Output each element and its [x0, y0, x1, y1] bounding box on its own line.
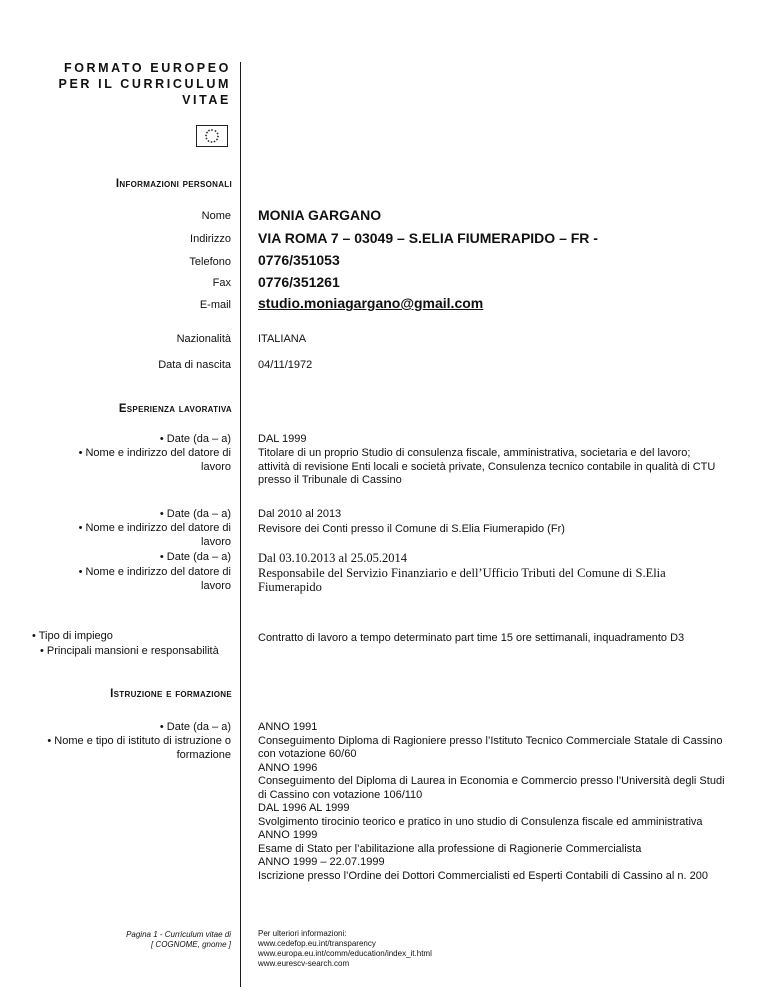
- exp-date-3: Dal 03.10.2013 al 25.05.2014: [258, 551, 407, 565]
- footer-info-heading: Per ulteriori informazioni:: [258, 929, 347, 938]
- exp-contract: Contratto di lavoro a tempo determinato part time 15 ore settimanali, inquadramento D3: [258, 632, 685, 644]
- edu-line: ANNO 1999 – 22.07.1999: [258, 856, 385, 868]
- value-birth: 04/11/1972: [258, 359, 313, 371]
- section-heading-personal: Informazioni personali: [115, 178, 232, 190]
- section-heading-experience: Esperienza lavorativa: [118, 403, 232, 415]
- label-duties: • Principali mansioni e responsabilità: [40, 645, 219, 657]
- edu-line: ANNO 1999: [258, 829, 318, 841]
- label-birth: Data di nascita: [158, 359, 231, 371]
- label-date-3: • Date (da – a): [159, 551, 231, 563]
- exp-desc-3: Responsabile del Servizio Finanziario e dell’Ufficio Tributi del Comune di S.Elia Fiumerapido: [258, 566, 666, 594]
- label-edu-date: • Date (da – a): [159, 721, 231, 733]
- exp-date-1: DAL 1999: [258, 433, 307, 445]
- footer-links: [258, 929, 432, 969]
- label-type: • Tipo di impiego: [32, 630, 113, 642]
- vertical-divider: [240, 62, 241, 987]
- edu-line: Esame di Stato per l’abilitazione alla professione di Ragionerie Commercialista: [258, 842, 642, 855]
- value-name: MONIA GARGANO: [258, 207, 382, 223]
- eu-flag-icon: [196, 125, 228, 147]
- edu-line: DAL 1996 AL 1999: [258, 802, 350, 814]
- edu-line: ANNO 1991: [258, 721, 318, 733]
- label-nationality: Nazionalità: [176, 333, 231, 345]
- exp-date-2: Dal 2010 al 2013: [258, 508, 342, 520]
- footer-page-line-2: [ COGNOME, gnome ]: [150, 940, 231, 949]
- value-fax: 0776/351261: [258, 274, 340, 290]
- edu-line: Iscrizione presso l’Ordine dei Dottori Commercialisti ed Esperti Contabili di Cassino al n. 200: [258, 869, 708, 882]
- label-date-1: • Date (da – a): [159, 433, 231, 445]
- label-address: Indirizzo: [190, 233, 231, 245]
- footer-link-europa[interactable]: www.europa.eu.int/comm/education/index_it.html: [258, 949, 432, 958]
- cv-title: [59, 60, 231, 108]
- section-heading-education: Istruzione e formazione: [110, 688, 232, 700]
- title-line-2: PER IL CURRICULUM: [58, 77, 231, 91]
- edu-line: ANNO 1996: [258, 761, 318, 774]
- title-line-3: VITAE: [182, 93, 231, 107]
- label-employer-2: • Nome e indirizzo del datore di lavoro: [78, 522, 231, 548]
- exp-desc-1: Titolare di un proprio Studio di consulenza fiscale, amministrativa, societaria e del lavoro; attività di revisione Enti locali e società private, Consulenza tecnico contabile in qualità di CTU presso il Tribunale di Cassino: [258, 447, 716, 486]
- exp-desc-2: Revisore dei Conti presso il Comune di S.Elia Fiumerapido (Fr): [258, 523, 565, 535]
- footer-page-line-1: Pagina 1 - Curriculum vitae di: [126, 930, 231, 939]
- edu-line: Conseguimento Diploma di Ragioniere presso l’Istituto Tecnico Commerciale Statale di Cassino con votazione 60/60: [258, 734, 723, 760]
- label-phone: Telefono: [189, 256, 231, 268]
- value-address: VIA ROMA 7 – 03049 – S.ELIA FIUMERAPIDO – FR -: [258, 230, 598, 246]
- label-date-2: • Date (da – a): [159, 508, 231, 520]
- label-employer-1: • Nome e indirizzo del datore di lavoro: [78, 447, 231, 473]
- label-employer-3: • Nome e indirizzo del datore di lavoro: [78, 566, 231, 592]
- footer-page-info: [126, 930, 231, 950]
- education-list: [258, 721, 728, 883]
- value-phone: 0776/351053: [258, 252, 340, 268]
- label-fax: Fax: [212, 277, 231, 289]
- label-name: Nome: [201, 210, 231, 222]
- edu-line: Svolgimento tirocinio teorico e pratico in uno studio di Consulenza fiscale ed amministrativa: [258, 815, 703, 828]
- label-email: E-mail: [199, 299, 231, 311]
- value-nationality: ITALIANA: [258, 333, 307, 345]
- footer-link-cedefop[interactable]: www.cedefop.eu.int/transparency: [258, 939, 376, 948]
- email-link[interactable]: studio.moniagargano@gmail.com: [258, 295, 484, 311]
- footer-link-eurescv[interactable]: www.eurescv-search.com: [258, 959, 350, 968]
- edu-line: Conseguimento del Diploma di Laurea in Economia e Commercio presso l’Università degli Studi di Cassino con votazione 106/110: [258, 775, 725, 801]
- title-line-1: FORMATO EUROPEO: [63, 61, 231, 75]
- label-edu-institute: • Nome e tipo di istituto di istruzione o formazione: [47, 735, 231, 761]
